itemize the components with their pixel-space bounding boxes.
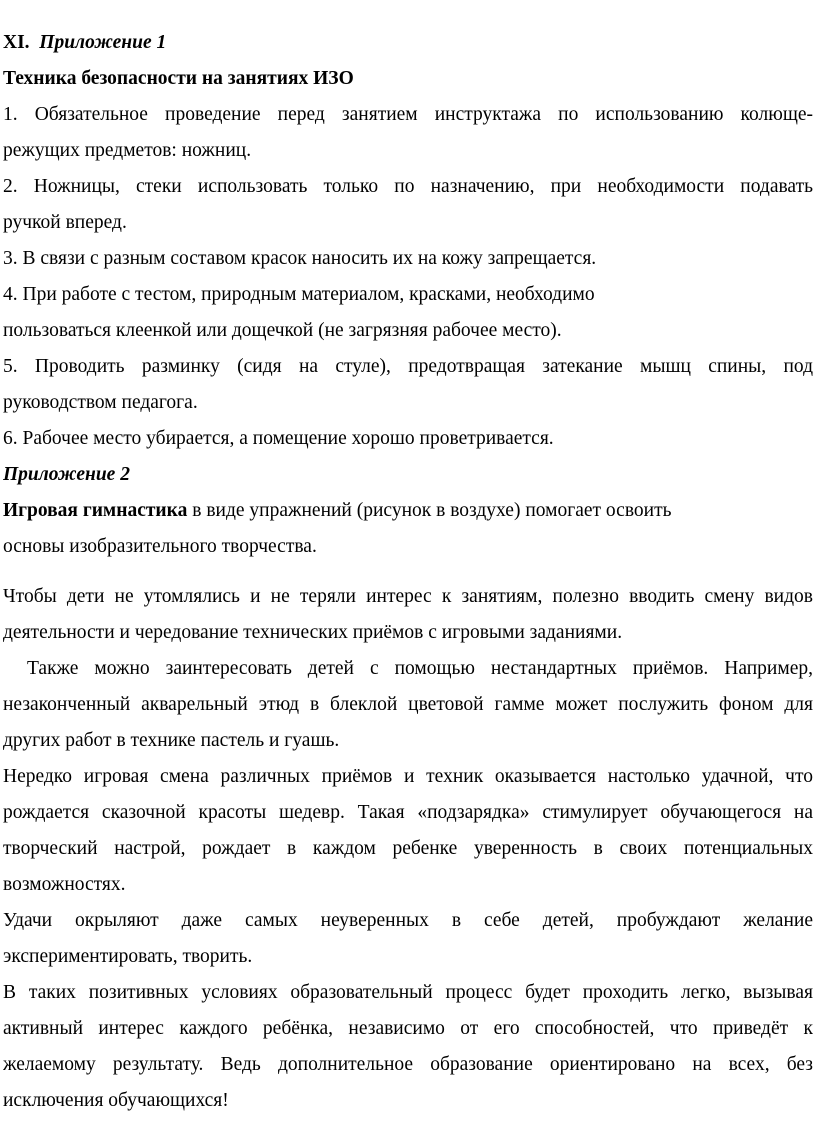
paragraph-3-line-3: творческий настрой, рождает в каждом ребенке уверенность в своих потенциальных bbox=[3, 838, 813, 859]
rule-6-line-1: 6. Рабочее место убирается, а помещение хорошо проветривается. bbox=[3, 428, 554, 449]
rule-5-line-2: руководством педагога. bbox=[3, 392, 198, 413]
paragraph-4-line-2: экспериментировать, творить. bbox=[3, 946, 253, 967]
gymnastics-text: в виде упражнений (рисунок в воздухе) помогает освоить bbox=[187, 500, 672, 521]
paragraph-4 bbox=[3, 903, 813, 975]
paragraph-3-line-1: Нередко игровая смена различных приёмов и техник оказывается настолько удачной, что bbox=[3, 766, 813, 787]
rule-5-line-1: 5. Проводить разминку (сидя на стуле), предотвращая затекание мышц спины, под bbox=[3, 356, 813, 377]
paragraph-3-line-2: рождается сказочной красоты шедевр. Такая «подзарядка» стимулирует обучающегося на bbox=[3, 802, 813, 823]
rule-4-line-2: пользоваться клеенкой или дощечкой (не загрязняя рабочее место). bbox=[3, 320, 562, 341]
paragraph-3-line-4: возможностях. bbox=[3, 874, 126, 895]
paragraph-2 bbox=[3, 651, 813, 759]
paragraph-5-line-2: активный интерес каждого ребёнка, независимо от его способностей, что приведёт к bbox=[3, 1018, 813, 1039]
rule-3-line-1: 3. В связи с разным составом красок наносить их на кожу запрещается. bbox=[3, 248, 597, 269]
paragraph-2-line-3: других работ в технике пастель и гуашь. bbox=[3, 730, 340, 751]
gymnastics-term: Игровая гимнастика bbox=[3, 500, 188, 521]
paragraph-1-line-2: деятельности и чередование технических приёмов с игровыми заданиями. bbox=[3, 622, 623, 643]
section-number: XI. bbox=[3, 32, 30, 53]
rule-1-line-2: режущих предметов: ножниц. bbox=[3, 140, 252, 161]
paragraph-4-line-1: Удачи окрыляют даже самых неуверенных в себе детей, пробуждают желание bbox=[3, 910, 813, 931]
rule-1-line-1: 1. Обязательное проведение перед занятием инструктажа по использованию колюще- bbox=[3, 104, 813, 125]
paragraph-3 bbox=[3, 759, 813, 903]
appendix-1-title: Приложение 1 bbox=[39, 32, 167, 53]
document-page bbox=[3, 25, 813, 1119]
paragraph-1-line-1: Чтобы дети не утомлялись и не теряли интерес к занятиям, полезно вводить смену видов bbox=[3, 586, 813, 607]
safety-title: Техника безопасности на занятиях ИЗО bbox=[3, 68, 354, 89]
safety-rules-list bbox=[3, 97, 813, 457]
gymnastics-line-2: основы изобразительного творчества. bbox=[3, 536, 317, 557]
paragraph-5 bbox=[3, 975, 813, 1119]
paragraph-5-line-3: желаемому результату. Ведь дополнительное образование ориентировано на всех, без bbox=[3, 1054, 813, 1075]
rule-2-line-1: 2. Ножницы, стеки использовать только по назначению, при необходимости подавать bbox=[3, 176, 813, 197]
paragraph-5-line-4: исключения обучающихся! bbox=[3, 1090, 229, 1111]
paragraph-2-line-1: Также можно заинтересовать детей с помощью нестандартных приёмов. Например, bbox=[27, 658, 813, 679]
paragraph-5-line-1: В таких позитивных условиях образовательный процесс будет проходить легко, вызывая bbox=[3, 982, 813, 1003]
paragraph-2-line-2: незаконченный акварельный этюд в блеклой цветовой гамме может послужить фоном для bbox=[3, 694, 813, 715]
rule-4-line-1: 4. При работе с тестом, природным материалом, красками, необходимо bbox=[3, 284, 595, 305]
rule-2-line-2: ручкой вперед. bbox=[3, 212, 127, 233]
paragraph-1 bbox=[3, 579, 813, 651]
appendix-2-heading: Приложение 2 bbox=[3, 464, 130, 485]
paragraph-gap bbox=[3, 565, 813, 579]
appendix-1-heading bbox=[3, 25, 813, 61]
gymnastics-line-1 bbox=[3, 493, 813, 529]
